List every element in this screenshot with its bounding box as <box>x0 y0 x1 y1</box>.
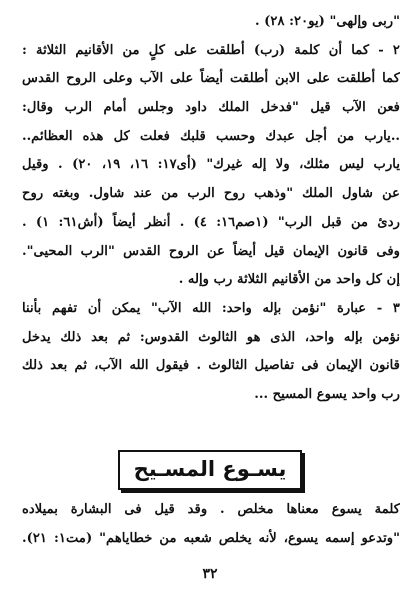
body-text <box>22 8 400 410</box>
section-heading: يسـوع المسـيح <box>118 450 303 490</box>
text-line: رب واحد يسوع المسيح ... <box>254 386 400 402</box>
text-line: قانون الإيمان فى تفاصيل الثالوث . فيقول الله الآب، ثم بعد ذلك <box>22 358 400 374</box>
text-line: يارب ليس مثلك، ولا إله غيرك" (أى١٧: ١٦، ١٩، ٢٠) . وقيل <box>22 157 400 173</box>
section-heading-wrap <box>0 448 420 492</box>
text-line: إن كل واحد من الأقانيم الثلاثة رب وإله . <box>178 272 400 288</box>
text-line: ..يارب من أجل عبدك وحسب قلبك فعلت كل هذه العظائم.. <box>22 128 400 144</box>
text-line: ٢ - كما أن كلمة (رب) أطلقت على كلٍ من الأقانيم الثلاثة : <box>22 42 400 58</box>
text-line: عن شاول الملك "وذهب روح الرب من عند شاول. وبغته روح <box>22 186 400 202</box>
body-text-bottom <box>22 496 400 553</box>
text-line: ٣ - عبارة "نؤمن بإله واحد: الله الآب" يمكن أن تفهم بأننا <box>22 300 400 316</box>
text-line: فعن الآب قيل "فدخل الملك داود وجلس أمام الرب وقال: <box>22 100 400 116</box>
text-line: ردئ من قبل الرب" (١صم١٦: ٤) . أنظر أيضاً (أش٦١: ١) . <box>22 214 400 230</box>
text-line: كلمة يسوع معناها مخلص . وقد قيل فى البشارة بميلاده <box>22 502 400 517</box>
text-line: نؤمن بإله واحد، الذى هو الثالوث القدوس: ثم بعد ذلك يدخل <box>22 329 400 345</box>
page-number: ٣٢ <box>202 566 218 582</box>
text-line: "وتدعو إسمه يسوع، لأنه يخلص شعبه من خطاياهم" (مت١: ٢١). <box>22 530 400 546</box>
text-line: كما أطلقت على الابن أطلقت أيضاً على الآب وعلى الروح القدس <box>22 71 400 87</box>
text-line: وفى قانون الإيمان قيل أيضاً عن الروح القدس "الرب المحيى". <box>22 243 400 259</box>
text-line: "ربى وإلهى" (يو٢٠: ٢٨) . <box>254 14 400 29</box>
